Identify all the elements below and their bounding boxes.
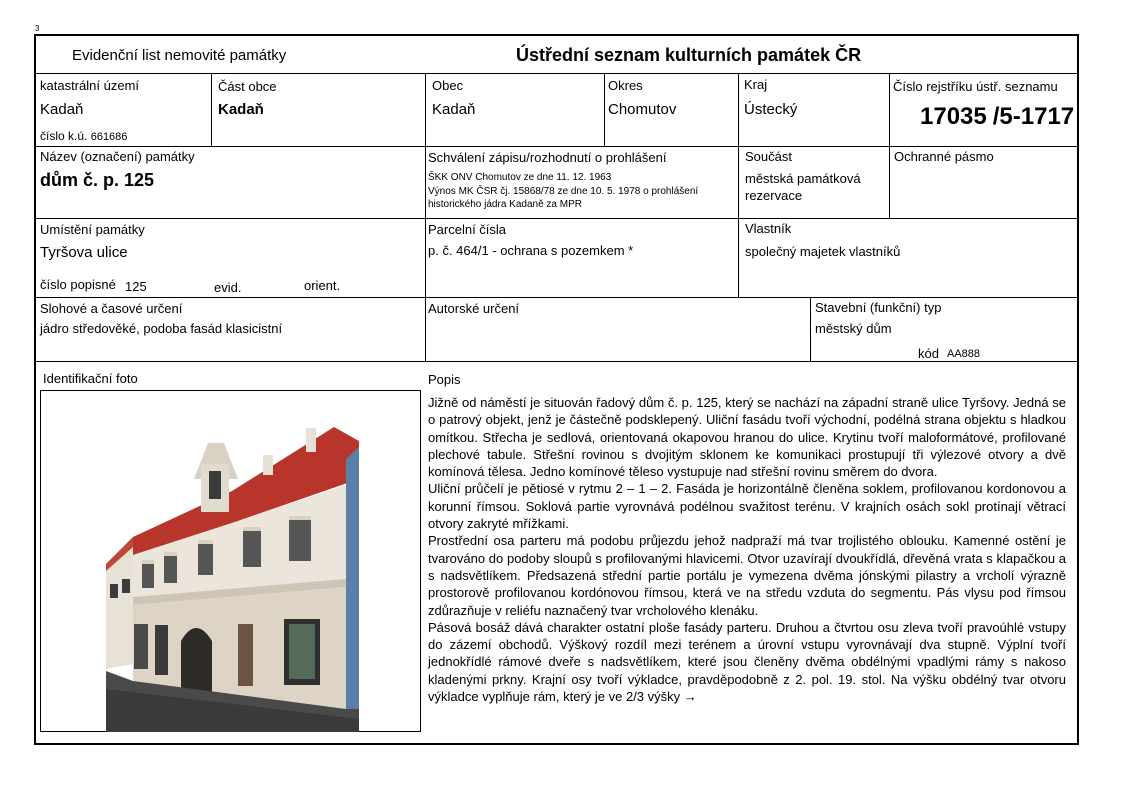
divider	[35, 218, 1079, 219]
schvaleni-line-1: ŠKK ONV Chomutov ze dne 11. 12. 1963	[428, 172, 612, 183]
form-title: Evidenční list nemovité památky	[72, 47, 287, 64]
vlastnik-value: společný majetek vlastníků	[745, 244, 901, 259]
ochranne-label: Ochranné pásmo	[894, 149, 994, 164]
cislo-popisne-label: číslo popisné	[40, 277, 116, 292]
kod-label: kód	[918, 346, 939, 361]
kraj-value: Ústecký	[744, 101, 798, 118]
divider	[425, 73, 426, 361]
vlastnik-label: Vlastník	[745, 221, 792, 236]
cast-obce-label: Část obce	[218, 79, 277, 94]
okres-label: Okres	[608, 78, 643, 93]
soucast-line-2: rezervace	[745, 188, 803, 203]
divider	[211, 73, 212, 146]
okres-value: Chomutov	[608, 101, 677, 118]
page-number: 3	[35, 24, 40, 33]
katastr-value: Kadaň	[40, 101, 84, 118]
register-title: Ústřední seznam kulturních památek ČR	[516, 45, 862, 65]
schvaleni-line-3: historického jádra Kadaně za MPR	[428, 199, 582, 210]
katastr-label: katastrální území	[40, 78, 139, 93]
umisteni-label: Umístění památky	[40, 222, 145, 237]
divider	[889, 73, 890, 218]
typ-value: městský dům	[815, 321, 892, 336]
parcelni-value: p. č. 464/1 - ochrana s pozemkem *	[428, 243, 634, 258]
evid-label: evid.	[214, 280, 242, 295]
umisteni-value: Tyršova ulice	[40, 244, 128, 261]
foto-label: Identifikační foto	[43, 371, 138, 386]
nazev-value: dům č. p. 125	[40, 170, 155, 190]
rejstrik-a: 17035	[920, 103, 987, 130]
description-paragraph: Jižně od náměstí je situován řadový dům č. p. 125, který se nachází na západní straně ulice Tyršovy. Jedná se o patrový objekt, jenž je částečně podsklepený. Uliční fasádu tvoří východní, podélná strana objektu s hladkou omítkou. Střecha je sedlová, orientovaná okapovou hranou do ulice. Krytinu tvoří maloformátové, profilované plechové tabule. Střešní rovinou s dvojitým sklonem ke komunikaci prostupují tři výlezové otvory a dvě komínová tělesa. Jedno komínové těleso vystupuje nad střešní rovinu směrem do dvora.	[428, 395, 1066, 480]
divider	[35, 297, 1079, 298]
divider	[738, 73, 739, 297]
cislo-ku-label: číslo k.ú.	[40, 129, 88, 143]
cast-obce-value: Kadaň	[218, 101, 264, 118]
description-paragraph: Prostřední osa parteru má podobu průjezdu jehož nadpraží má tvar trojlistého oblouku. Kamenné ostění je tvarováno do podoby sloupů s profilovanými hlavicemi. Otvor uzavírají dvoukřídlá, dřevěná vrata s klapačkou a s nadsvětlíkem. Předsazená střední partie portálu je vymezena dvěma jónskými pilastry a vrcholí výrazně prostorově profilovanou kordónovou římsou, která ve na středu vzduta do segmentu. Pás vlysu pod římsou zdůrazňuje v reliéfu naznačený tvar vrcholového klenáku.	[428, 533, 1066, 618]
soucast-label: Součást	[745, 149, 792, 164]
cislo-ku-value: 661686	[90, 131, 128, 143]
autorske-label: Autorské určení	[428, 301, 520, 316]
schvaleni-label: Schválení zápisu/rozhodnutí o prohlášení	[428, 150, 667, 165]
obec-value: Kadaň	[432, 101, 476, 118]
slohove-label: Slohové a časové určení	[40, 301, 183, 316]
cislo-popisne-value: 125	[125, 279, 147, 294]
rejstrik-number	[920, 103, 1074, 131]
building-photo	[106, 419, 359, 732]
description-paragraph: Uliční průčelí je pětiosé v rytmu 2 – 1 – 2. Fasáda je horizontálně členěna soklem, profilovanou kordonovou a korunní římsou. Soklová partie vyrovnává podélnou svažitost terénu. V krajních osách sokl protínají větrací otvory zakryté mřížkami.	[428, 481, 1066, 532]
kod-value: AA888	[947, 348, 981, 360]
schvaleni-line-2: Výnos MK ČSR čj. 15868/78 ze dne 10. 5. 1978 o prohlášení	[428, 186, 699, 197]
obec-label: Obec	[432, 78, 464, 93]
typ-label: Stavební (funkční) typ	[815, 300, 942, 315]
cislo-ku	[40, 130, 127, 144]
orient-label: orient.	[304, 278, 341, 293]
divider	[604, 73, 605, 146]
rejstrik-label: Číslo rejstříku ústř. seznamu	[893, 79, 1058, 94]
popis-label: Popis	[428, 372, 461, 387]
parcelni-label: Parcelní čísla	[428, 222, 507, 237]
divider	[35, 73, 1079, 74]
divider	[810, 297, 811, 361]
divider	[35, 146, 1079, 147]
rejstrik-b: /5-1717	[992, 103, 1075, 130]
nazev-label: Název (označení) památky	[40, 149, 195, 164]
slohove-value: jádro středověké, podoba fasád klasicistní	[40, 321, 283, 336]
description	[428, 394, 1066, 705]
kraj-label: Kraj	[744, 77, 768, 92]
soucast-line-1: městská památková	[745, 171, 861, 186]
description-paragraph: Pásová bosáž dává charakter ostatní ploše fasády parteru. Druhou a čtvrtou osu zleva tvoří pravoúhlé vstupy do zázemí obchodů. Výškový rozdíl mezi terénem a úrovní vstupu vyrovnávají dva stupně. Výplní tvoří jednokřídlé rámové dveře s nadsvětlíkem, které jsou členěny dvěma obdélnými vpadlými rámy s nakoso kladenými prkny. Krajní osy tvoří výkladce, pravděpodobně z 2. pol. 19. stol. Na výšku obdélný tvar otvoru výkladce vyplňuje rám, který je ve 2/3 výšky →	[428, 619, 1066, 705]
